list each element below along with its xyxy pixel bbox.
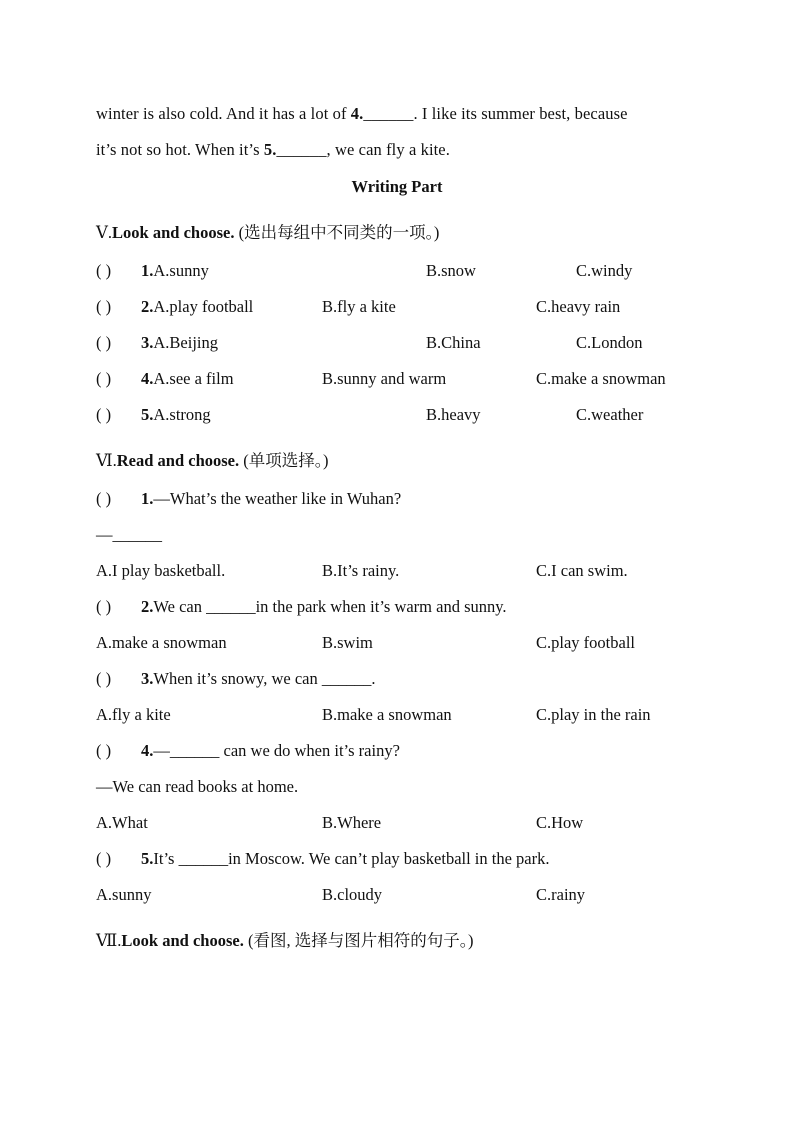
answer-bracket[interactable]: ( )	[96, 405, 112, 424]
option-c: C.London	[576, 333, 643, 352]
option-a: A.fly a kite	[96, 705, 171, 724]
question-stem: When it’s snowy, we can ______.	[153, 669, 376, 688]
answer-bracket[interactable]: ( )	[96, 369, 112, 388]
option-c: C.rainy	[536, 885, 586, 904]
answer-bracket[interactable]: ( )	[96, 333, 112, 352]
option-text: A.play football	[153, 297, 254, 316]
question-number: 1.	[141, 489, 154, 508]
option-a: A.I play basketball.	[96, 561, 226, 580]
option-b: B.Where	[322, 813, 382, 832]
option-a	[141, 369, 234, 389]
option-c: C.weather	[576, 405, 644, 424]
question-stem: —______ can we do when it’s rainy?	[153, 741, 400, 760]
section-6-heading	[96, 447, 329, 471]
section-numeral: Ⅴ.	[96, 223, 113, 242]
question-stem: It’s ______in Moscow. We can’t play basketball in the park.	[153, 849, 550, 868]
question-number: 3.	[141, 333, 154, 352]
answer-bracket[interactable]: ( )	[96, 261, 112, 280]
question-text	[141, 597, 507, 617]
option-a	[141, 405, 211, 425]
option-c: C.windy	[576, 261, 633, 280]
question-number: 4.	[141, 741, 154, 760]
question-number: 2.	[141, 597, 154, 616]
question-number: 1.	[141, 261, 154, 280]
answer-bracket[interactable]: ( )	[96, 741, 112, 760]
option-b: B.snow	[426, 261, 476, 280]
section-7-heading	[96, 927, 473, 951]
option-b: B.make a snowman	[322, 705, 452, 724]
option-a	[141, 297, 253, 317]
passage-text: ______, we can fly a kite.	[276, 140, 450, 159]
option-a	[141, 333, 218, 353]
option-b: B.fly a kite	[322, 297, 396, 316]
option-b: B.sunny and warm	[322, 369, 447, 388]
option-c: C.play in the rain	[536, 705, 651, 724]
question-number: 4.	[141, 369, 154, 388]
answer-bracket[interactable]: ( )	[96, 597, 112, 616]
option-a: A.sunny	[96, 885, 152, 904]
option-c: C.How	[536, 813, 584, 832]
section-title: Look and choose.	[121, 931, 244, 950]
option-b: B.cloudy	[322, 885, 383, 904]
question-number: 3.	[141, 669, 154, 688]
section-note: (选出每组中不同类的一项。)	[238, 223, 440, 242]
section-title: Look and choose.	[112, 223, 235, 242]
section-title: Read and choose.	[116, 451, 240, 470]
option-text: A.see a film	[153, 369, 234, 388]
answer-bracket[interactable]: ( )	[96, 489, 112, 508]
passage-text: winter is also cold. And it has a lot of	[96, 104, 351, 123]
option-text: A.Beijing	[153, 333, 218, 352]
answer-line: —We can read books at home.	[96, 777, 299, 796]
answer-bracket[interactable]: ( )	[96, 849, 112, 868]
section-note: (单项选择。)	[243, 451, 329, 470]
option-a: A.What	[96, 813, 148, 832]
option-c: C.I can swim.	[536, 561, 628, 580]
question-text	[141, 489, 401, 509]
option-a	[141, 261, 209, 281]
answer-bracket[interactable]: ( )	[96, 669, 112, 688]
section-note: (看图, 选择与图片相符的句子。)	[247, 931, 474, 950]
passage-text: ______. I like its summer best, because	[363, 104, 628, 123]
question-text	[141, 669, 375, 689]
blank-number: 4.	[350, 104, 364, 123]
question-stem: —What’s the weather like in Wuhan?	[153, 489, 402, 508]
passage-line-2	[96, 140, 450, 160]
passage-line-1	[96, 104, 628, 124]
answer-bracket[interactable]: ( )	[96, 297, 112, 316]
question-number: 2.	[141, 297, 154, 316]
question-number: 5.	[141, 405, 154, 424]
question-text	[141, 849, 550, 869]
option-text: A.strong	[153, 405, 211, 424]
option-c: C.make a snowman	[536, 369, 666, 388]
option-b: B.It’s rainy.	[322, 561, 400, 580]
section-numeral: Ⅶ.	[96, 931, 122, 950]
question-number: 5.	[141, 849, 154, 868]
option-b: B.heavy	[426, 405, 481, 424]
part-title: Writing Part	[351, 177, 443, 196]
question-text	[141, 741, 400, 761]
option-b: B.China	[426, 333, 481, 352]
answer-line: —______	[96, 525, 162, 544]
section-numeral: Ⅵ.	[96, 451, 117, 470]
passage-text: it’s not so hot. When it’s	[96, 140, 264, 159]
section-5-heading	[96, 219, 439, 243]
question-stem: We can ______in the park when it’s warm and sunny.	[153, 597, 507, 616]
option-c: C.play football	[536, 633, 635, 652]
option-text: A.sunny	[153, 261, 209, 280]
option-a: A.make a snowman	[96, 633, 227, 652]
blank-number: 5.	[263, 140, 277, 159]
option-c: C.heavy rain	[536, 297, 621, 316]
option-b: B.swim	[322, 633, 373, 652]
